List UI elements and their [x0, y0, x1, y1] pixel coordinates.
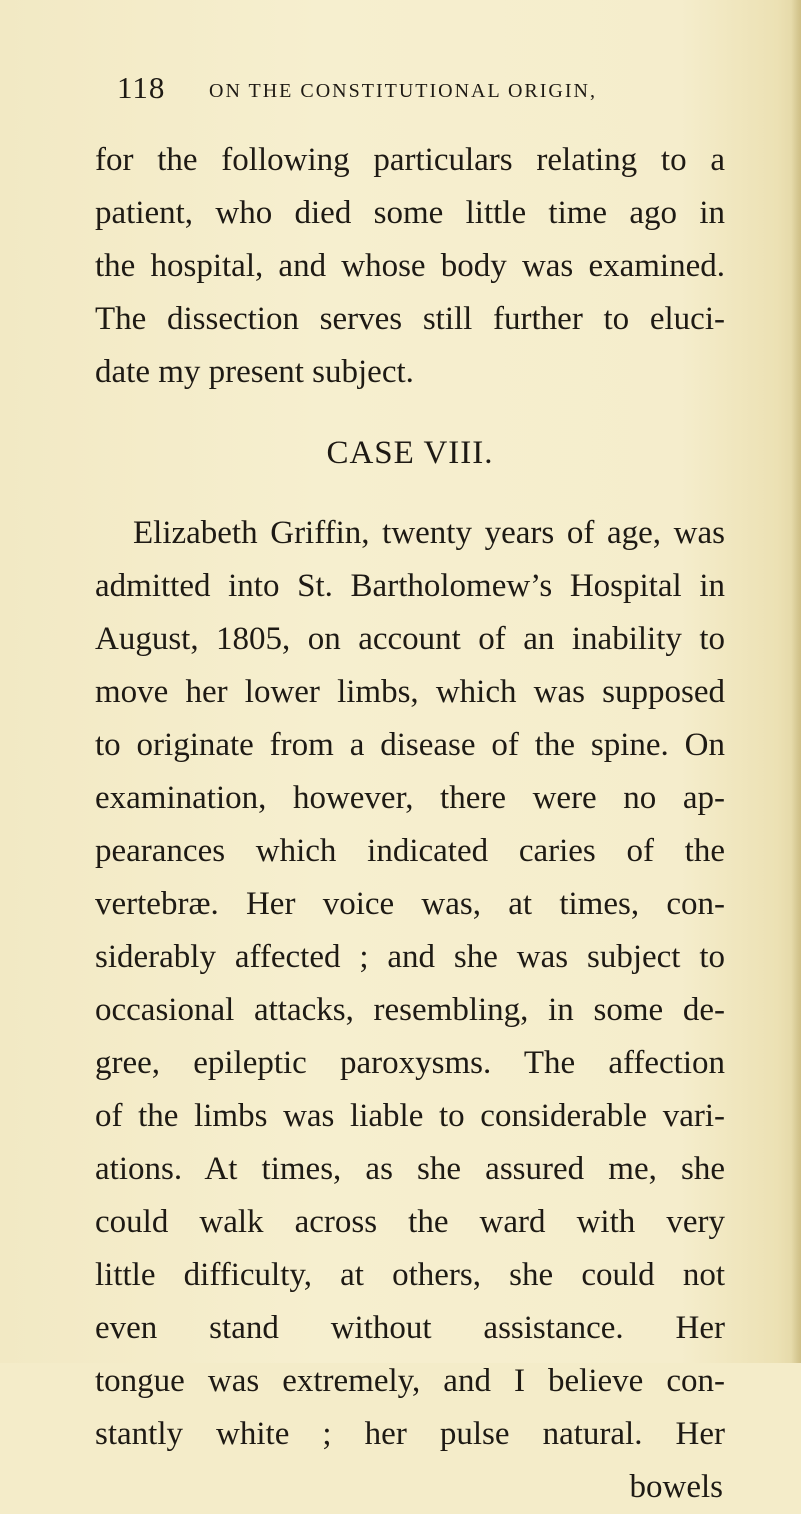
text-line: Elizabeth Griffin, twenty years of age, was — [133, 515, 725, 551]
text-line: the hospital, and whose body was examined. — [95, 248, 725, 284]
case-heading: CASE VIII. — [326, 435, 494, 471]
text-line: admitted into St. Bartholomew’s Hospital in — [95, 568, 725, 604]
text-line: stantly white ; her pulse natural. Her — [95, 1416, 725, 1452]
text-line: patient, who died some little time ago in — [95, 195, 725, 231]
body-text — [95, 134, 725, 1514]
text-line: tongue was extremely, and I believe con- — [95, 1363, 725, 1399]
running-head — [0, 70, 801, 110]
text-line: ations. At times, as she assured me, she — [95, 1151, 725, 1187]
text-line: little difficulty, at others, she could not — [95, 1257, 725, 1293]
catchword: bowels — [629, 1469, 723, 1505]
running-title: ON THE CONSTITUTIONAL ORIGIN, — [209, 80, 597, 102]
text-line: could walk across the ward with very — [95, 1204, 725, 1240]
text-line: of the limbs was liable to considerable vari- — [95, 1098, 725, 1134]
text-line: pearances which indicated caries of the — [95, 833, 725, 869]
text-line: August, 1805, on account of an inability to — [95, 621, 725, 657]
text-line: even stand without assistance. Her — [95, 1310, 725, 1346]
text-line: occasional attacks, resembling, in some de- — [95, 992, 725, 1028]
text-line: gree, epileptic paroxysms. The affection — [95, 1045, 725, 1081]
text-line: for the following particulars relating to a — [95, 142, 725, 178]
text-line: to originate from a disease of the spine. On — [95, 727, 725, 763]
page-edge-shadow — [791, 0, 801, 1363]
text-line: date my present subject. — [95, 354, 414, 390]
text-line: The dissection serves still further to eluci- — [95, 301, 725, 337]
text-line: siderably affected ; and she was subject to — [95, 939, 725, 975]
text-line: move her lower limbs, which was supposed — [95, 674, 725, 710]
text-line: examination, however, there were no ap- — [95, 780, 725, 816]
page-number: 118 — [117, 70, 166, 105]
text-line: vertebræ. Her voice was, at times, con- — [95, 886, 725, 922]
